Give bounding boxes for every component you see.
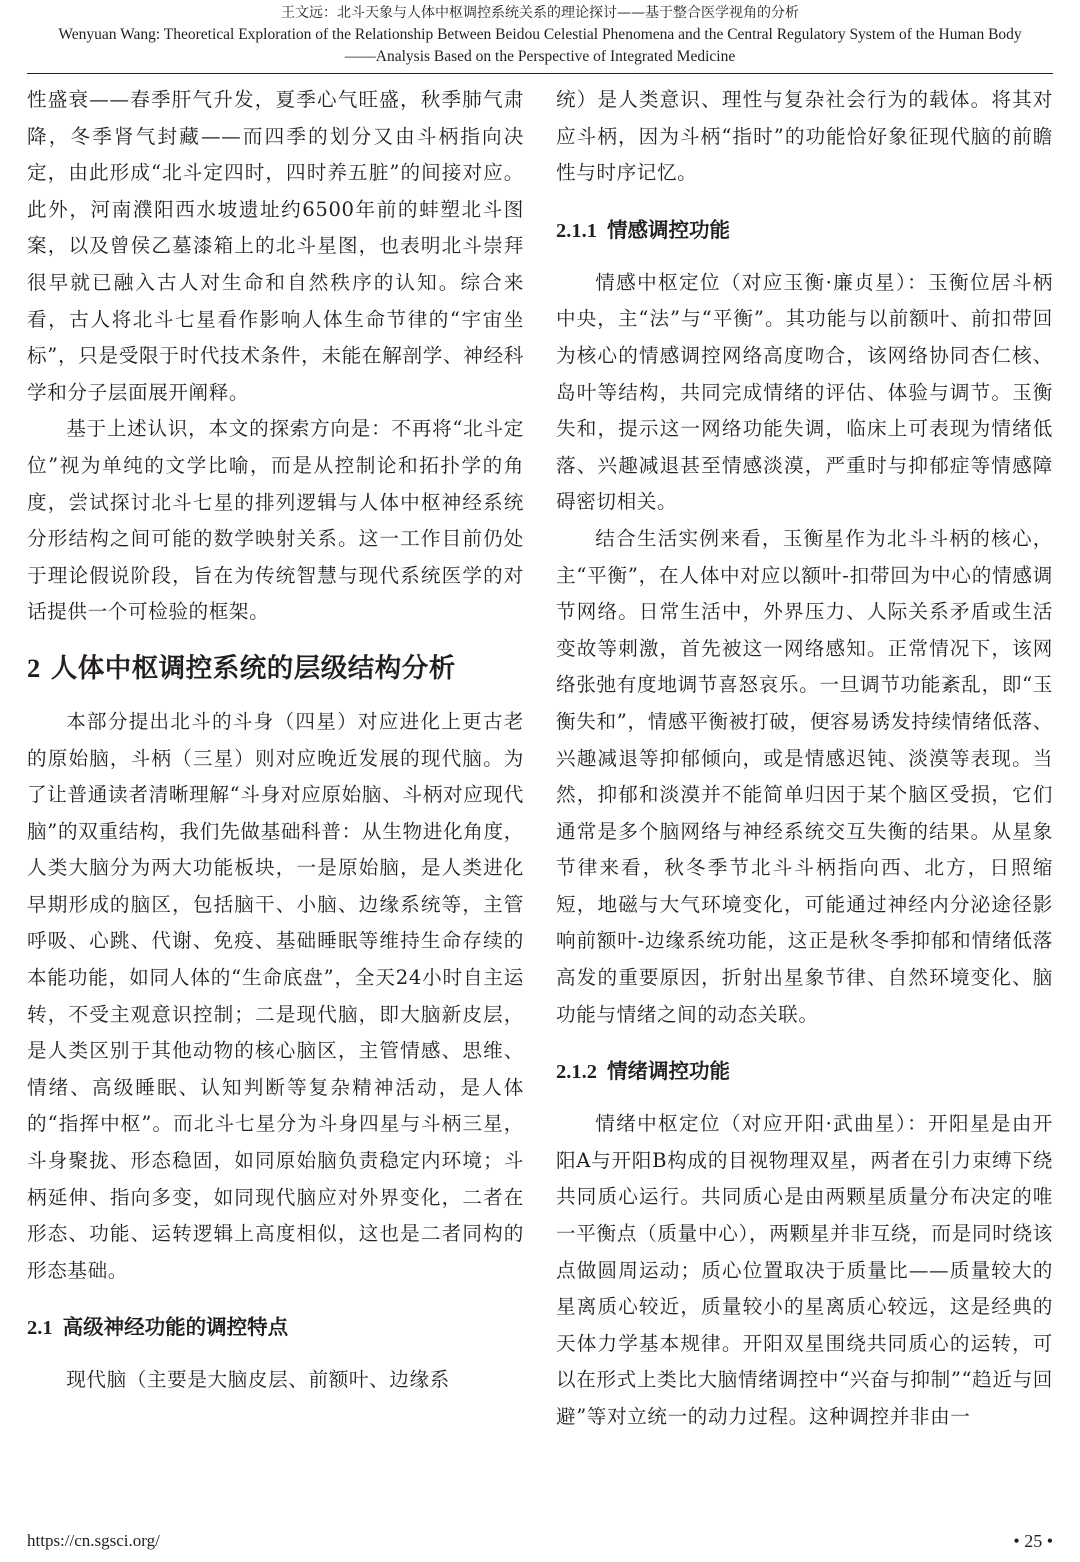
subsection-title: 高级神经功能的调控特点 <box>62 1315 289 1340</box>
header-title-cn: 王文远：北斗天象与人体中枢调控系统关系的理论探讨——基于整合医学视角的分析 <box>281 5 799 21</box>
paragraph: 基于上述认识，本文的探索方向是：不再将“北斗定位”视为单纯的文学比喻，而是从控制论和拓扑学的角度，尝试探讨北斗七星的排列逻辑与人体中枢神经系统分形结构之间可能的数学映射关系。这一工作目前仍处于理论假说阶段，旨在为传统智慧与现代系统医学的对话提供一个可检验的框架。 <box>27 417 524 624</box>
journal-url[interactable]: https://cn.sgsci.org/ <box>27 1531 160 1550</box>
paragraph: 情绪中枢定位（对应开阳·武曲星）：开阳星是由开阳A与开阳B构成的目视物理双星，两者在引力束缚下绕共同质心运行。共同质心是由两颗星质量分布决定的唯一平衡点（质量中心），两颗星并非互绕，而是同时绕该点做圆周运动；质心位置取决于质量比——质量较大的星离质心较近，质量较小的星离质心较远，这是经典的天体力学基本规律。开阳双星围绕共同质心的运转，可以在形式上类比大脑情绪调控中“兴奋与抑制”“趋近与回避”等对立统一的动力过程。这种调控并非由一 <box>556 1112 1053 1428</box>
paragraph: 本部分提出北斗的斗身（四星）对应进化上更古老的原始脑，斗柄（三星）则对应晚近发展的现代脑。为了让普通读者清晰理解“斗身对应原始脑、斗柄对应现代脑”的双重结构，我们先做基础科普：从生物进化角度，人类大脑分为两大功能板块，一是原始脑，是人类进化早期形成的脑区，包括脑干、小脑、边缘系统等，主管呼吸、心跳、代谢、免疫、基础睡眠等维持生命存续的本能功能，如同人体的“生命底盘”，全天24小时自主运转，不受主观意识控制；二是现代脑，即大脑新皮层，是人类区别于其他动物的核心脑区，主管情感、思维、情绪、高级睡眠、认知判断等复杂精神活动，是人体的“指挥中枢”。而北斗七星分为斗身四星与斗柄三星，斗身聚拢、形态稳固，如同原始脑负责稳定内环境；斗柄延伸、指向多变，如同现代脑应对外界变化，二者在形态、功能、运转逻辑上高度相似，这也是二者同构的形态基础。 <box>27 709 524 1282</box>
subsection-number: 2.1 <box>27 1317 53 1340</box>
section-title: 人体中枢调控系统的层级结构分析 <box>50 652 456 684</box>
section-number: 2 <box>27 652 41 683</box>
header-subtitle-en: ——Analysis Based on the Perspective of Integrated Medicine <box>344 48 736 65</box>
header-rule <box>27 73 1053 74</box>
header-title-en: Wenyuan Wang: Theoretical Exploration of the Relationship Between Beidou Celestial Phenomena and the Central Regulatory System of the Human Body <box>58 26 1022 43</box>
right-column <box>556 82 1053 1436</box>
paragraph: 现代脑（主要是大脑皮层、前额叶、边缘系 <box>66 1368 450 1392</box>
subsection-title: 情绪调控功能 <box>607 1059 730 1084</box>
paragraph: 统）是人类意识、理性与复杂社会行为的载体。将其对应斗柄，因为斗柄“指时”的功能恰好象征现代脑的前瞻性与时序记忆。 <box>556 88 1053 185</box>
page-number: • 25 • <box>1013 1531 1053 1551</box>
subsection-title: 情感调控功能 <box>607 217 730 242</box>
paragraph: 情感中枢定位（对应玉衡·廉贞星）：玉衡位居斗柄中央，主“法”与“平衡”。其功能与以前额叶、前扣带回为核心的情感调控网络高度吻合，该网络协同杏仁核、岛叶等结构，共同完成情绪的评估、体验与调节。玉衡失和，提示这一网络功能失调，临床上可表现为情绪低落、兴趣减退甚至情感淡漠，严重时与抑郁症等情感障碍密切相关。 <box>556 270 1053 514</box>
subsection-heading <box>27 1305 524 1350</box>
subsection-number: 2.1.2 <box>556 1061 597 1084</box>
left-column <box>27 82 524 1399</box>
paragraph: 性盛衰——春季肝气升发，夏季心气旺盛，秋季肺气肃降，冬季肾气封藏——而四季的划分又由斗柄指向决定，由此形成“北斗定四时，四时养五脏”的间接对应。此外，河南濮阳西水坡遗址约6500年前的蚌塑北斗图案，以及曾侯乙墓漆箱上的北斗星图，也表明北斗崇拜很早就已融入古人对生命和自然秩序的认知。综合来看，古人将北斗七星看作影响人体生命节律的“宇宙坐标”，只是受限于时代技术条件，未能在解剖学、神经科学和分子层面展开阐释。 <box>27 88 524 404</box>
running-header <box>0 0 1080 68</box>
subsection-heading <box>556 1049 1053 1094</box>
subsection-number: 2.1.1 <box>556 219 597 242</box>
page-footer <box>27 1527 1053 1557</box>
paragraph: 结合生活实例来看，玉衡星作为北斗斗柄的核心，主“平衡”，在人体中对应以额叶-扣带回为中心的情感调节网络。日常生活中，外界压力、人际关系矛盾或生活变故等刺激，首先被这一网络感知。正常情况下，该网络张弛有度地调节喜怒哀乐。一旦调节功能紊乱，即“玉衡失和”，情感平衡被打破，便容易诱发持续情绪低落、兴趣减退等抑郁倾向，或是情感迟钝、淡漠等表现。当然，抑郁和淡漠并不能简单归因于某个脑区受损，它们通常是多个脑网络与神经系统交互失衡的结果。从星象节律来看，秋冬季节北斗斗柄指向西、北方，日照缩短，地磁与大气环境变化，可能通过神经内分泌途径影响前额叶-边缘系统功能，这正是秋冬季抑郁和情绪低落高发的重要原因，折射出星象节律、自然环境变化、脑功能与情绪之间的动态关联。 <box>556 526 1053 1026</box>
subsection-heading <box>556 208 1053 253</box>
section-heading <box>27 643 524 694</box>
